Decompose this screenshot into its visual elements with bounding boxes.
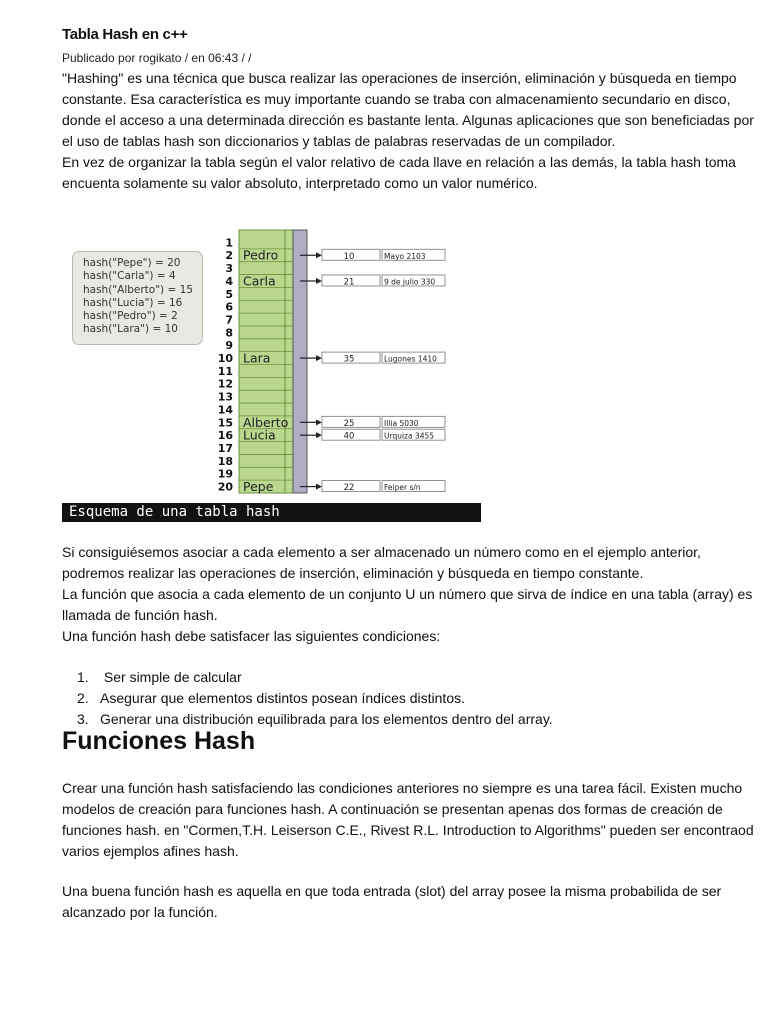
slot-number: 5 xyxy=(225,287,233,301)
text-line: funciones hash. en "Cormen,T.H. Leiserson C.E., Rivest R.L. Introduction to Algorithms" pueden ser encontraod xyxy=(62,822,754,838)
slot-number: 3 xyxy=(225,262,233,276)
record-address: Urquiza 3455 xyxy=(384,431,435,441)
list-item xyxy=(62,688,553,709)
entry-name: Alberto xyxy=(243,414,289,430)
entry-name: Lucia xyxy=(243,427,276,443)
list-number: 3. xyxy=(77,711,89,727)
record-address: Mayo 2103 xyxy=(384,251,426,261)
section-paragraph xyxy=(62,778,752,862)
figure-caption: Esquema de una tabla hash xyxy=(62,503,481,522)
text-line: Crear una función hash satisfaciendo las condiciones anteriores no siempre es una tarea fácil. Existen mucho xyxy=(62,780,743,796)
slot-number: 10 xyxy=(217,352,233,365)
hash-line: hash("Lara") = 10 xyxy=(83,323,178,336)
section-paragraph xyxy=(62,881,752,923)
entry-name: Carla xyxy=(243,273,276,289)
hash-line: hash("Lucia") = 16 xyxy=(83,296,183,309)
pointer-arrowhead xyxy=(316,432,322,438)
text-line: varios ejemplos afines hash. xyxy=(62,843,239,859)
text-line: encuenta solamente su valor absoluto, interpretado como un valor numérico. xyxy=(62,175,538,191)
list-text: Asegurar que elementos distintos posean índices distintos. xyxy=(100,690,465,706)
slot-number: 18 xyxy=(217,454,233,468)
record-address: 9 de julio 330 xyxy=(384,277,436,287)
text-line: Si consiguiésemos asociar a cada elemento a ser almacenado un número como en el ejemplo anterior, xyxy=(62,544,701,560)
list-number: 2. xyxy=(77,690,89,706)
intro-paragraph xyxy=(62,68,752,194)
text-line: llamada de función hash. xyxy=(62,607,218,623)
hash-table-diagram xyxy=(62,224,481,503)
hash-line: hash("Pedro") = 2 xyxy=(83,310,178,323)
pointer-arrowhead xyxy=(316,252,322,258)
text-line: Una buena función hash es aquella en que toda entrada (slot) del array posee la misma probabilida de ser xyxy=(62,883,722,899)
slot-number: 9 xyxy=(225,339,233,353)
entry-name: Lara xyxy=(243,350,271,366)
record-code: 25 xyxy=(343,418,355,429)
hash-table-figure xyxy=(62,224,481,522)
entry-name: Pepe xyxy=(243,479,274,494)
conditions-list xyxy=(62,667,553,730)
pointer-arrowhead xyxy=(316,278,322,284)
slot-number: 2 xyxy=(225,249,233,263)
pointer-arrowhead xyxy=(316,355,322,361)
text-line: donde el acceso a una determinada dirección es bastante lenta. Algunas aplicaciones que son beneficiadas por xyxy=(62,112,754,128)
pointer-arrowhead xyxy=(316,484,322,490)
record-address: Illia 5030 xyxy=(384,418,419,428)
post-title: Tabla Hash en c++ xyxy=(62,26,188,43)
text-line: Una función hash debe satisfacer las siguientes condiciones: xyxy=(62,628,441,644)
list-number: 1. xyxy=(77,669,89,685)
slot-number: 1 xyxy=(225,236,233,250)
text-line: modelos de creación para funciones hash. A continuación se presentan apenas dos formas de creación de xyxy=(62,801,723,817)
slot-number: 15 xyxy=(217,416,233,430)
record-code: 22 xyxy=(343,483,355,494)
text-line: "Hashing" es una técnica que busca realizar las operaciones de inserción, eliminación y búsqueda en tiempo xyxy=(62,70,737,86)
record-address: Lugones 1410 xyxy=(384,354,437,364)
record-address: Feiper s/n xyxy=(384,483,421,493)
slot-number: 13 xyxy=(217,390,233,404)
record-code: 40 xyxy=(343,431,355,442)
text-line: alcanzado por la función. xyxy=(62,904,218,920)
slot-number: 20 xyxy=(217,480,233,494)
pointer-column xyxy=(293,230,307,493)
slot-number: 4 xyxy=(225,274,233,288)
slot-number: 14 xyxy=(217,403,233,417)
list-item xyxy=(62,667,553,688)
post-meta: Publicado por rogikato / en 06:43 / / xyxy=(62,51,252,65)
text-line: En vez de organizar la tabla según el valor relativo de cada llave en relación a las demás, la tabla hash toma xyxy=(62,154,736,170)
record-code: 35 xyxy=(343,354,355,365)
hash-line: hash("Alberto") = 15 xyxy=(83,283,193,296)
slot-number: 6 xyxy=(225,300,233,314)
pointer-arrowhead xyxy=(316,419,322,425)
slot-number: 7 xyxy=(225,313,233,327)
slot-number: 8 xyxy=(225,326,233,340)
slot-number: 19 xyxy=(217,467,233,481)
hash-line: hash("Carla") = 4 xyxy=(83,270,176,283)
text-line: constante. Esa característica es muy importante cuando se traba con almacenamiento secundario en disco, xyxy=(62,91,731,107)
hash-line: hash("Pepe") = 20 xyxy=(83,257,181,269)
entry-name: Pedro xyxy=(243,247,279,263)
slot-number: 12 xyxy=(217,377,233,391)
list-text: Generar una distribución equilibrada para los elementos dentro del array. xyxy=(100,711,553,727)
slot-number: 17 xyxy=(217,441,233,455)
slot-number: 16 xyxy=(217,429,233,443)
body-paragraph xyxy=(62,542,752,647)
slot-number: 11 xyxy=(217,364,233,378)
record-code: 10 xyxy=(343,251,355,262)
record-code: 21 xyxy=(343,277,355,288)
list-text: Ser simple de calcular xyxy=(100,669,242,685)
text-line: podremos realizar las operaciones de inserción, eliminación y búsqueda en tiempo constante. xyxy=(62,565,644,581)
text-line: La función que asocia a cada elemento de un conjunto U un número que sirva de índice en una tabla (array) es xyxy=(62,586,753,602)
section-heading: Funciones Hash xyxy=(62,727,256,755)
text-line: el uso de tablas hash son diccionarios y tablas de palabras reservadas de un compilador. xyxy=(62,133,616,149)
